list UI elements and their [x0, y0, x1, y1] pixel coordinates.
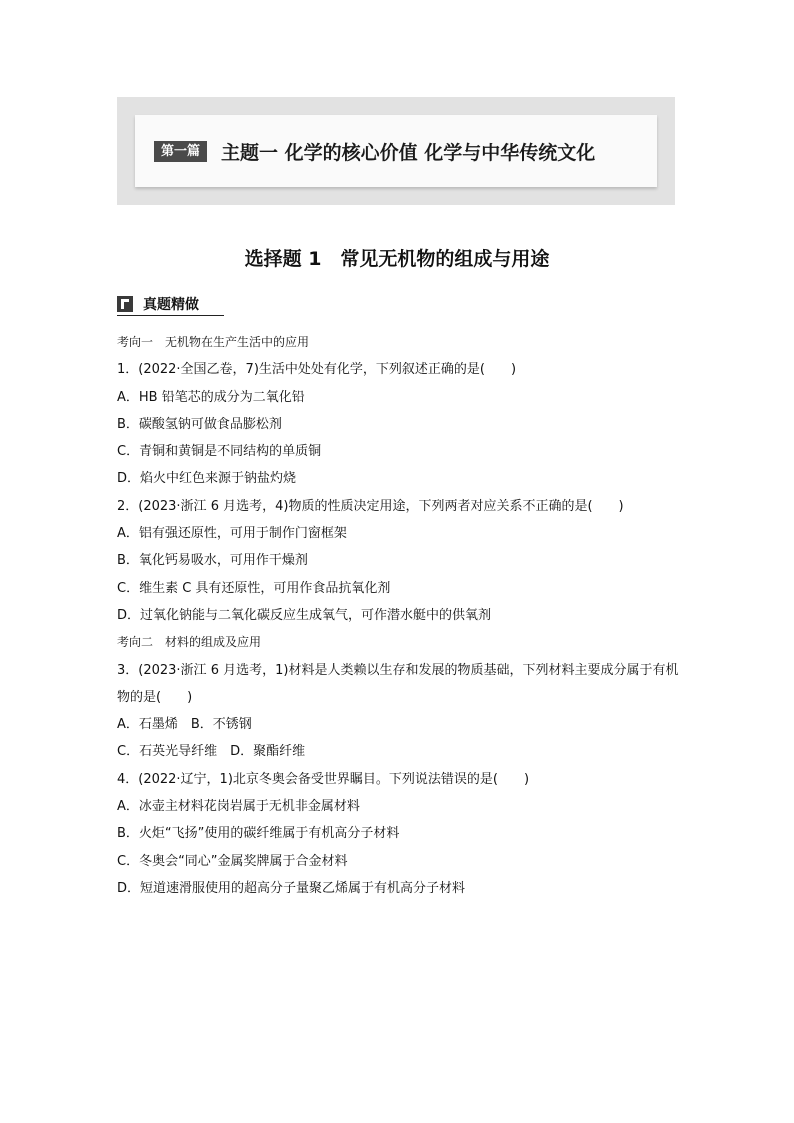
question-2-option-d: D．过氧化钠能与二氧化碳反应生成氧气，可作潜水艇中的供氧剂 — [117, 607, 492, 623]
question-4-option-c: C．冬奥会“同心”金属奖牌属于合金材料 — [117, 853, 348, 869]
question-4-option-b: B．火炬“飞扬”使用的碳纤维属于有机高分子材料 — [117, 826, 400, 842]
question-3-options-ab: A．石墨烯 B．不锈钢 — [117, 717, 252, 733]
section-label: 真题精做 — [143, 297, 199, 313]
topic-banner-card — [135, 115, 657, 187]
section-header — [117, 293, 224, 316]
question-4-stem: 4．(2022·辽宁，1)北京冬奥会备受世界瞩目。下列说法错误的是( ) — [117, 771, 530, 787]
question-2-stem: 2．(2023·浙江 6 月选考，4)物质的性质决定用途，下列两者对应关系不正确的是( ) — [117, 498, 624, 514]
question-4-option-a: A．冰壶主材料花岗岩属于无机非金属材料 — [117, 799, 360, 815]
topic-title: 主题一 化学的核心价值 化学与中华传统文化 — [221, 141, 596, 164]
section-number-icon — [117, 296, 133, 312]
direction-heading-2: 考向二 材料的组成及应用 — [117, 635, 262, 650]
question-1-option-d: D．焰火中红色来源于钠盐灼烧 — [117, 471, 297, 487]
question-1-option-c: C．青铜和黄铜是不同结构的单质铜 — [117, 444, 322, 460]
question-2-option-b: B．氧化钙易吸水，可用作干燥剂 — [117, 553, 308, 569]
direction-heading-1: 考向一 无机物在生产生活中的应用 — [117, 335, 310, 349]
volume-badge: 第一篇 — [154, 141, 207, 162]
question-1-stem: 1．(2022·全国乙卷，7)生活中处处有化学，下列叙述正确的是( ) — [117, 362, 517, 378]
question-1-option-a: A．HB 铅笔芯的成分为二氧化铅 — [117, 389, 305, 405]
question-3-options-cd: C．石英光导纤维 D．聚酯纤维 — [117, 744, 306, 760]
topic-banner — [117, 97, 675, 205]
chapter-title: 选择题 1 常见无机物的组成与用途 — [244, 248, 550, 270]
question-3-stem: 3．(2023·浙江 6 月选考，1)材料是人类赖以生存和发展的物质基础，下列材料主要成分属于有机物的是( ) — [117, 662, 679, 705]
question-list — [117, 329, 679, 902]
question-1-option-b: B．碳酸氢钠可做食品膨松剂 — [117, 416, 282, 432]
question-4-option-d: D．短道速滑服使用的超高分子量聚乙烯属于有机高分子材料 — [117, 880, 466, 896]
question-2-option-a: A．铝有强还原性，可用于制作门窗框架 — [117, 526, 347, 542]
question-2-option-c: C．维生素 C 具有还原性，可用作食品抗氧化剂 — [117, 580, 391, 596]
